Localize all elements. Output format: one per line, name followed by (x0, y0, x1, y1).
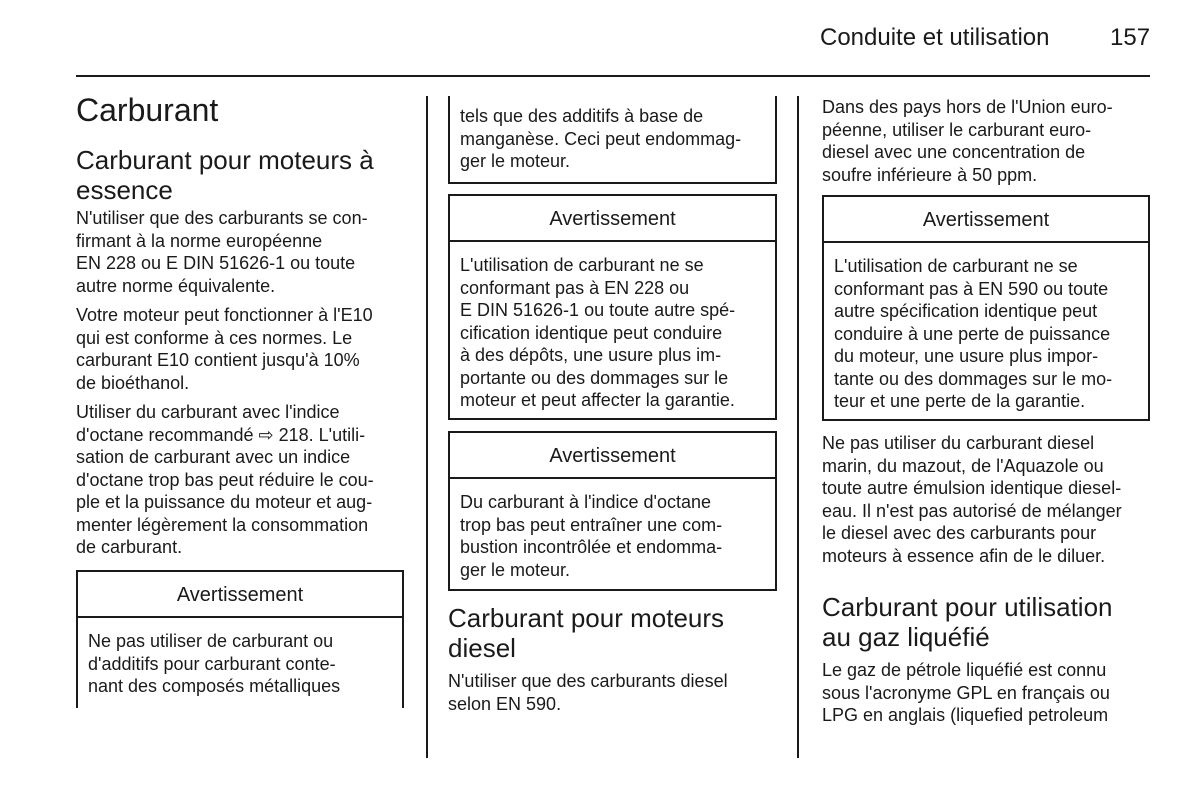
column-3-intro (822, 96, 1152, 186)
warning-text: Ne pas utiliser de carburant ou d'additifs pour carburant conte- nant des composés métalliques (88, 631, 341, 696)
paragraph: N'utiliser que des carburants se con- firmant à la norme européenne EN 228 ou E DIN 51626-1 ou toute autre norme équivalente. (76, 208, 368, 296)
subsection-heading: Carburant pour moteurs à essence (76, 145, 374, 205)
column-divider-2 (797, 96, 799, 758)
paragraph: Le gaz de pétrole liquéfié est connu sous l'acronyme GPL en français ou LPG en anglais (liquefied petroleum (822, 660, 1110, 725)
page-number: 157 (1110, 24, 1151, 51)
subsection-heading: Carburant pour moteurs diesel (448, 603, 725, 663)
warning-text: Du carburant à l'indice d'octane trop bas peut entraîner une com- bustion incontrôlée et endomma- ger le moteur. (460, 492, 723, 580)
warning-title: Avertissement (78, 572, 402, 618)
paragraph: N'utiliser que des carburants diesel selon EN 590. (448, 671, 728, 714)
warning-text: L'utilisation de carburant ne se conformant pas à EN 228 ou E DIN 51626-1 ou toute autre spé- cification identique peut conduire à des dépôts, une usure plus im- portante ou des dommages sur le moteur et peut affecter la garantie. (460, 255, 736, 410)
page-section-title: Conduite et utilisation (820, 24, 1050, 51)
warning-title: Avertissement (824, 197, 1148, 243)
warning-text: tels que des additifs à base de manganèse. Ceci peut endommag- ger le moteur. (460, 106, 742, 171)
paragraph: Ne pas utiliser du carburant diesel marin, du mazout, de l'Aquazole ou toute autre émulsion identique diesel- eau. Il n'est pas autorisé de mélanger le diesel avec des carburants pour moteurs à essence afin de le diluer. (822, 433, 1122, 566)
warning-box-continued (448, 96, 777, 184)
paragraph: Votre moteur peut fonctionner à l'E10 qui est conforme à ces normes. Le carburant E10 contient jusqu'à 10% de bioéthanol. (76, 305, 373, 393)
warning-box (448, 431, 777, 591)
paragraph: Utiliser du carburant avec l'indice d'octane recommandé ⇨ 218. L'utili- sation de carburant avec un indice d'octane trop bas peut réduire le cou- ple et la puissance du moteur et aug- menter légèrement la consommation de carburant. (76, 402, 374, 557)
section-heading: Carburant (76, 92, 219, 128)
column-1 (76, 92, 406, 559)
warning-box (448, 194, 777, 420)
subsection-heading: Carburant pour utilisation au gaz liquéfié (822, 592, 1113, 652)
paragraph: Dans des pays hors de l'Union euro- péenne, utiliser le carburant euro- diesel avec une concentration de soufre inférieure à 50 ppm. (822, 97, 1113, 185)
warning-title: Avertissement (450, 433, 775, 479)
column-divider-1 (426, 96, 428, 758)
column-3-body (822, 432, 1152, 727)
warning-box (76, 570, 404, 708)
column-2-diesel (448, 603, 778, 715)
header-divider (76, 75, 1150, 77)
warning-title: Avertissement (450, 196, 775, 242)
warning-text: L'utilisation de carburant ne se conformant pas à EN 590 ou toute autre spécification identique peut conduire à une perte de puissance du moteur, une usure plus impor- tante ou des dommages sur le mo- teur et une perte de la garantie. (834, 256, 1113, 411)
warning-box (822, 195, 1150, 421)
